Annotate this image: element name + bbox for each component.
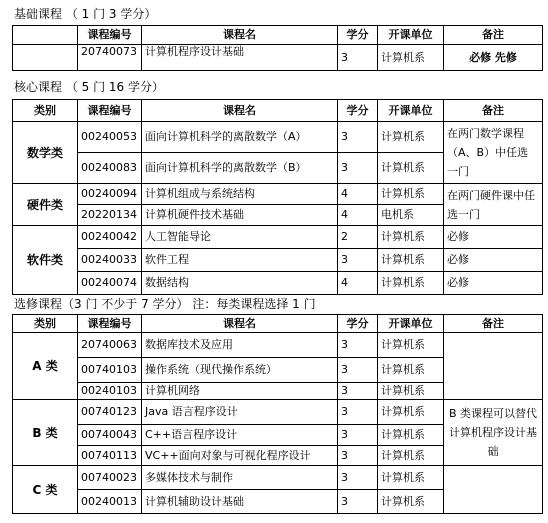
course-dept: 计算机系 (378, 249, 444, 272)
course-credit: 3 (338, 400, 378, 425)
course-code: 00240103 (78, 383, 142, 400)
course-name: 人工智能导论 (142, 226, 338, 249)
header-code: 课程编号 (78, 26, 142, 45)
header-code: 课程编号 (78, 315, 142, 333)
course-name: 计算机辅助设计基础 (142, 490, 338, 514)
course-note: B 类课程可以替代计算机程序设计基础 (444, 400, 543, 466)
course-name: 操作系统（现代操作系统） (142, 358, 338, 383)
header-dept: 开课单位 (378, 100, 444, 122)
table-row (13, 400, 543, 425)
course-name: 面向计算机科学的离散数学（A） (142, 122, 338, 153)
course-name: 软件工程 (142, 249, 338, 272)
course-name: 数据结构 (142, 272, 338, 295)
course-name: Java 语言程序设计 (142, 400, 338, 425)
course-name: 计算机组成与系统结构 (142, 184, 338, 205)
note-cell-empty (444, 333, 543, 400)
course-dept: 计算机系 (378, 446, 444, 466)
course-code: 00740123 (78, 400, 142, 425)
table-row (13, 249, 543, 272)
course-credit: 4 (338, 272, 378, 295)
basic-courses-table (12, 25, 543, 71)
header-credit: 学分 (338, 100, 378, 122)
category-hardware: 硬件类 (13, 184, 78, 226)
course-credit: 3 (338, 45, 378, 71)
course-note: 必修 先修 (444, 45, 543, 71)
course-dept: 计算机系 (378, 425, 444, 446)
table-row (13, 184, 543, 205)
course-note: 在两门硬件课中任选一门 (444, 184, 543, 226)
course-credit: 3 (338, 153, 378, 184)
course-dept: 计算机系 (378, 184, 444, 205)
course-dept: 计算机系 (378, 226, 444, 249)
header-note: 备注 (444, 315, 543, 333)
course-code: 00240053 (78, 122, 142, 153)
course-dept: 计算机系 (378, 466, 444, 490)
header-name: 课程名 (142, 26, 338, 45)
course-credit: 2 (338, 226, 378, 249)
course-dept: 计算机系 (378, 333, 444, 358)
course-credit: 3 (338, 122, 378, 153)
course-dept: 计算机系 (378, 272, 444, 295)
category-cell-empty (13, 45, 78, 71)
course-credit: 3 (338, 249, 378, 272)
course-dept: 电机系 (378, 205, 444, 226)
header-name: 课程名 (142, 100, 338, 122)
course-dept: 计算机系 (378, 400, 444, 425)
course-code: 00240083 (78, 153, 142, 184)
course-code: 00740113 (78, 446, 142, 466)
table-header-row (13, 100, 543, 122)
header-category: 类别 (13, 100, 78, 122)
course-credit: 3 (338, 490, 378, 514)
header-name: 课程名 (142, 315, 338, 333)
course-code: 00740103 (78, 358, 142, 383)
course-credit: 3 (338, 425, 378, 446)
table-row (13, 226, 543, 249)
core-courses-table (12, 99, 543, 295)
course-credit: 3 (338, 333, 378, 358)
core-section-title: 核心课程 （ 5 门 16 学分） (14, 80, 164, 94)
course-code: 00240033 (78, 249, 142, 272)
course-name: 数据库技术及应用 (142, 333, 338, 358)
table-row (13, 466, 543, 490)
course-credit: 3 (338, 446, 378, 466)
course-dept: 计算机系 (378, 358, 444, 383)
header-dept: 开课单位 (378, 26, 444, 45)
course-code: 00240013 (78, 490, 142, 514)
table-row (13, 333, 543, 358)
course-dept: 计算机系 (378, 153, 444, 184)
course-note: 在两门数学课程（A、B）中任选一门 (444, 122, 543, 184)
header-credit: 学分 (338, 26, 378, 45)
header-dept: 开课单位 (378, 315, 444, 333)
course-name: 计算机程序设计基础 (142, 45, 338, 71)
elective-courses-table (12, 314, 543, 514)
table-header-row (13, 315, 543, 333)
course-code: 20740063 (78, 333, 142, 358)
course-name: C++语言程序设计 (142, 425, 338, 446)
course-code: 20740073 (78, 45, 142, 71)
course-name: 计算机网络 (142, 383, 338, 400)
header-note: 备注 (444, 26, 543, 45)
course-code: 00240094 (78, 184, 142, 205)
course-credit: 3 (338, 383, 378, 400)
note-cell-empty (444, 466, 543, 514)
course-code: 00240042 (78, 226, 142, 249)
course-credit: 4 (338, 184, 378, 205)
header-credit: 学分 (338, 315, 378, 333)
course-name: 面向计算机科学的离散数学（B） (142, 153, 338, 184)
category-software: 软件类 (13, 226, 78, 295)
course-dept: 计算机系 (378, 383, 444, 400)
course-code: 00740043 (78, 425, 142, 446)
course-name: 计算机硬件技术基础 (142, 205, 338, 226)
course-code: 20220134 (78, 205, 142, 226)
course-code: 00240074 (78, 272, 142, 295)
header-note: 备注 (444, 100, 543, 122)
category-math: 数学类 (13, 122, 78, 184)
category-b: B 类 (13, 400, 78, 466)
header-code: 课程编号 (78, 100, 142, 122)
elective-section-title: 选修课程（3 门 不少于 7 学分） 注：每类课程选择 1 门 (14, 297, 316, 311)
course-note: 必修 (444, 226, 543, 249)
course-note: 必修 (444, 249, 543, 272)
header-category: 类别 (13, 315, 78, 333)
category-c: C 类 (13, 466, 78, 514)
course-credit: 3 (338, 358, 378, 383)
course-credit: 3 (338, 466, 378, 490)
course-dept: 计算机系 (378, 122, 444, 153)
course-dept: 计算机系 (378, 490, 444, 514)
course-dept: 计算机系 (378, 45, 444, 71)
basic-section-title: 基础课程 （ 1 门 3 学分） (14, 7, 157, 21)
course-note: 必修 (444, 272, 543, 295)
table-row (13, 272, 543, 295)
category-a: A 类 (13, 333, 78, 400)
course-name: 多媒体技术与制作 (142, 466, 338, 490)
table-header-row (13, 26, 543, 45)
header-category-empty (13, 26, 78, 45)
course-code: 00740023 (78, 466, 142, 490)
course-credit: 4 (338, 205, 378, 226)
table-row (13, 122, 543, 153)
table-row (13, 45, 543, 71)
course-name: VC++面向对象与可视化程序设计 (142, 446, 338, 466)
